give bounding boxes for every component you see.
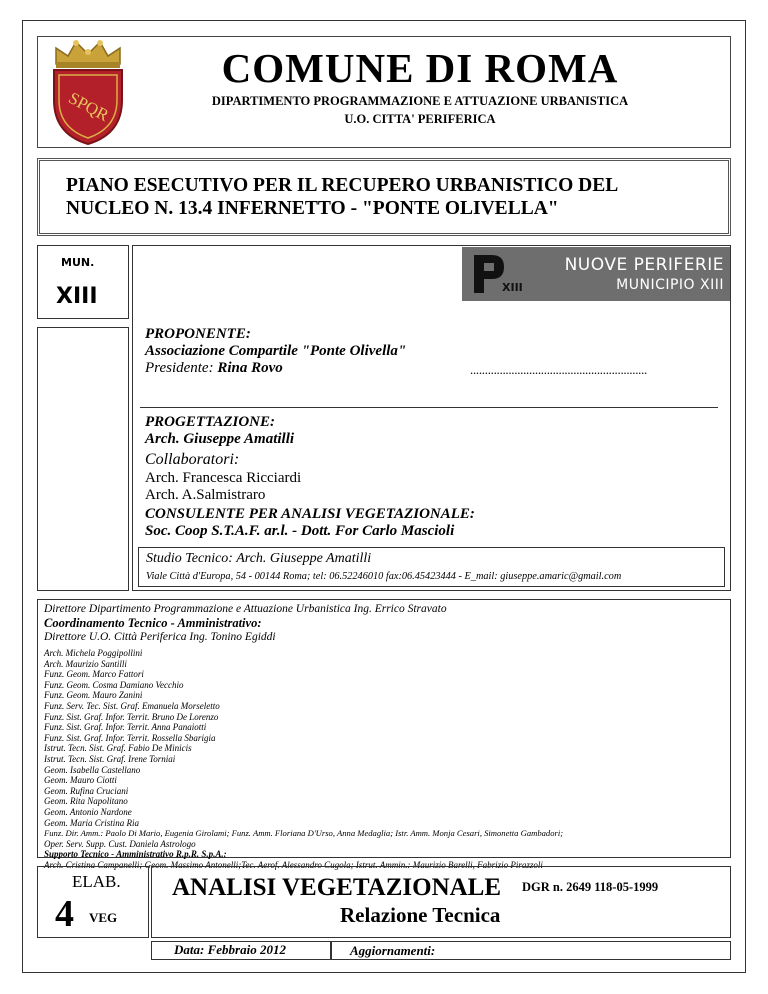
progettazione-heading: PROGETTAZIONE: (145, 414, 276, 430)
document-subtitle: Relazione Tecnica (340, 903, 501, 927)
project-title-box (37, 158, 731, 236)
mun-number: XIII (56, 284, 98, 309)
banner-sub: XIII (502, 281, 523, 294)
studio-name: Studio Tecnico: Arch. Giuseppe Amatilli (146, 551, 372, 566)
consultant-name: Soc. Coop S.T.A.F. ar.l. - Dott. For Carlo Mascioli (145, 523, 455, 539)
support-heading: Supporto Tecnico - Amministrativo R.p.R. S.p.A.: (44, 849, 227, 860)
support-members: Arch. Cristina Campanelli; Geom. Massimo Antonelli;Tec. Aerof. Alessandro Cugola; Istrut. Ammin.: Maurizio Barelli, Fabrizio Pirazzoli (44, 859, 543, 870)
unit-name: U.O. CITTA' PERIFERICA (344, 112, 496, 126)
staff-member: Geom. Maria Cristina Ria (44, 817, 140, 828)
president-line (145, 360, 283, 377)
banner-line1: NUOVE PERIFERIE (564, 255, 724, 275)
staff-member: Funz. Geom. Cosma Damiano Vecchio (44, 679, 184, 690)
staff-member: Istrut. Tecn. Sist. Graf. Fabio De Minicis (44, 743, 192, 754)
document-title: ANALISI VEGETAZIONALE (172, 874, 502, 901)
staff-member: Funz. Sist. Graf. Infor. Territ. Rossella Sbarigia (44, 732, 216, 743)
updates-label: Aggiornamenti: (350, 943, 436, 958)
staff-member: Funz. Geom. Marco Fattori (44, 669, 144, 680)
studio-address: Viale Città d'Europa, 54 - 00144 Roma; tel: 06.52246010 fax:06.45423444 - E_mail: giuseppe.amaric@gmail.com (146, 571, 622, 582)
staff-coordination: Coordinamento Tecnico - Amministrativo: (44, 616, 262, 630)
staff-member: Funz. Sist. Graf. Infor. Territ. Anna Panaiotti (44, 722, 207, 733)
staff-member: Geom. Mauro Ciotti (44, 775, 117, 786)
staff-member: Istrut. Tecn. Sist. Graf. Irene Torniai (44, 753, 176, 764)
dgr-reference: DGR n. 2649 118-05-1999 (522, 880, 659, 894)
staff-member: Funz. Geom. Mauro Zanini (44, 690, 143, 701)
staff-member: Funz. Serv. Tec. Sist. Graf. Emanuela Morseletto (44, 700, 220, 711)
staff-member: Geom. Isabella Castellano (44, 764, 141, 775)
staff-member: Funz. Dir. Amm.: Paolo Di Mario, Eugenia Girolami; Funz. Amm. Floriana D'Urso, Anna Medaglia; Istr. Amm. Monja Cesari, Simonetta Gambadori; (44, 828, 564, 839)
signature-line: ............................................................ (470, 362, 648, 377)
staff-member: Geom. Rita Napolitano (44, 796, 128, 807)
staff-director: Direttore Dipartimento Programmazione e Attuazione Urbanistica Ing. Errico Stravato (44, 603, 447, 615)
association-name: Associazione Compartile "Ponte Olivella" (145, 343, 407, 359)
elab-code: VEG (89, 910, 118, 925)
staff-member: Arch. Michela Poggipollini (44, 648, 143, 658)
staff-member: Geom. Rufina Cruciani (44, 785, 129, 796)
document-date: Data: Febbraio 2012 (174, 942, 286, 957)
collab-2: Arch. A.Salmistraro (145, 487, 266, 503)
banner-line2: MUNICIPIO XIII (616, 277, 724, 293)
consultant-heading: CONSULENTE PER ANALISI VEGETAZIONALE: (145, 506, 475, 522)
proponente-heading: PROPONENTE: (145, 326, 251, 342)
president-name: Rina Rovo (217, 360, 283, 376)
project-title-line1: PIANO ESECUTIVO PER IL RECUPERO URBANISTICO DEL (66, 175, 619, 196)
elab-number: 4 (55, 893, 74, 935)
p-logo-icon (470, 251, 506, 297)
staff-uo-director: Direttore U.O. Città Periferica Ing. Tonino Egiddi (44, 631, 276, 643)
elab-label: ELAB. (72, 872, 121, 891)
mun-label: MUN. (61, 256, 95, 269)
staff-member: Arch. Maurizio Santilli (44, 658, 127, 669)
collab-1: Arch. Francesca Ricciardi (145, 470, 302, 486)
staff-member: Funz. Sist. Graf. Infor. Territ. Bruno De Lorenzo (44, 711, 219, 722)
mun-side-box (37, 327, 129, 591)
staff-member: Geom. Antonio Nardone (44, 806, 132, 817)
staff-list (44, 648, 563, 870)
department-name: DIPARTIMENTO PROGRAMMAZIONE E ATTUAZIONE URBANISTICA (211, 94, 629, 108)
architect-name: Arch. Giuseppe Amatilli (145, 431, 295, 447)
staff-member: Oper. Serv. Supp. Cust. Daniela Astrologo (44, 838, 196, 849)
president-label: Presidente: (145, 360, 214, 376)
logo-letters: SPQR (65, 88, 112, 126)
collab-label: Collaboratori: (145, 451, 240, 468)
divider (140, 407, 718, 408)
nuove-periferie-banner (462, 247, 730, 301)
page-title: COMUNE DI ROMA (221, 45, 619, 91)
project-title-line2: NUCLEO N. 13.4 INFERNETTO - "PONTE OLIVELLA" (66, 198, 559, 219)
rome-logo (42, 38, 134, 146)
